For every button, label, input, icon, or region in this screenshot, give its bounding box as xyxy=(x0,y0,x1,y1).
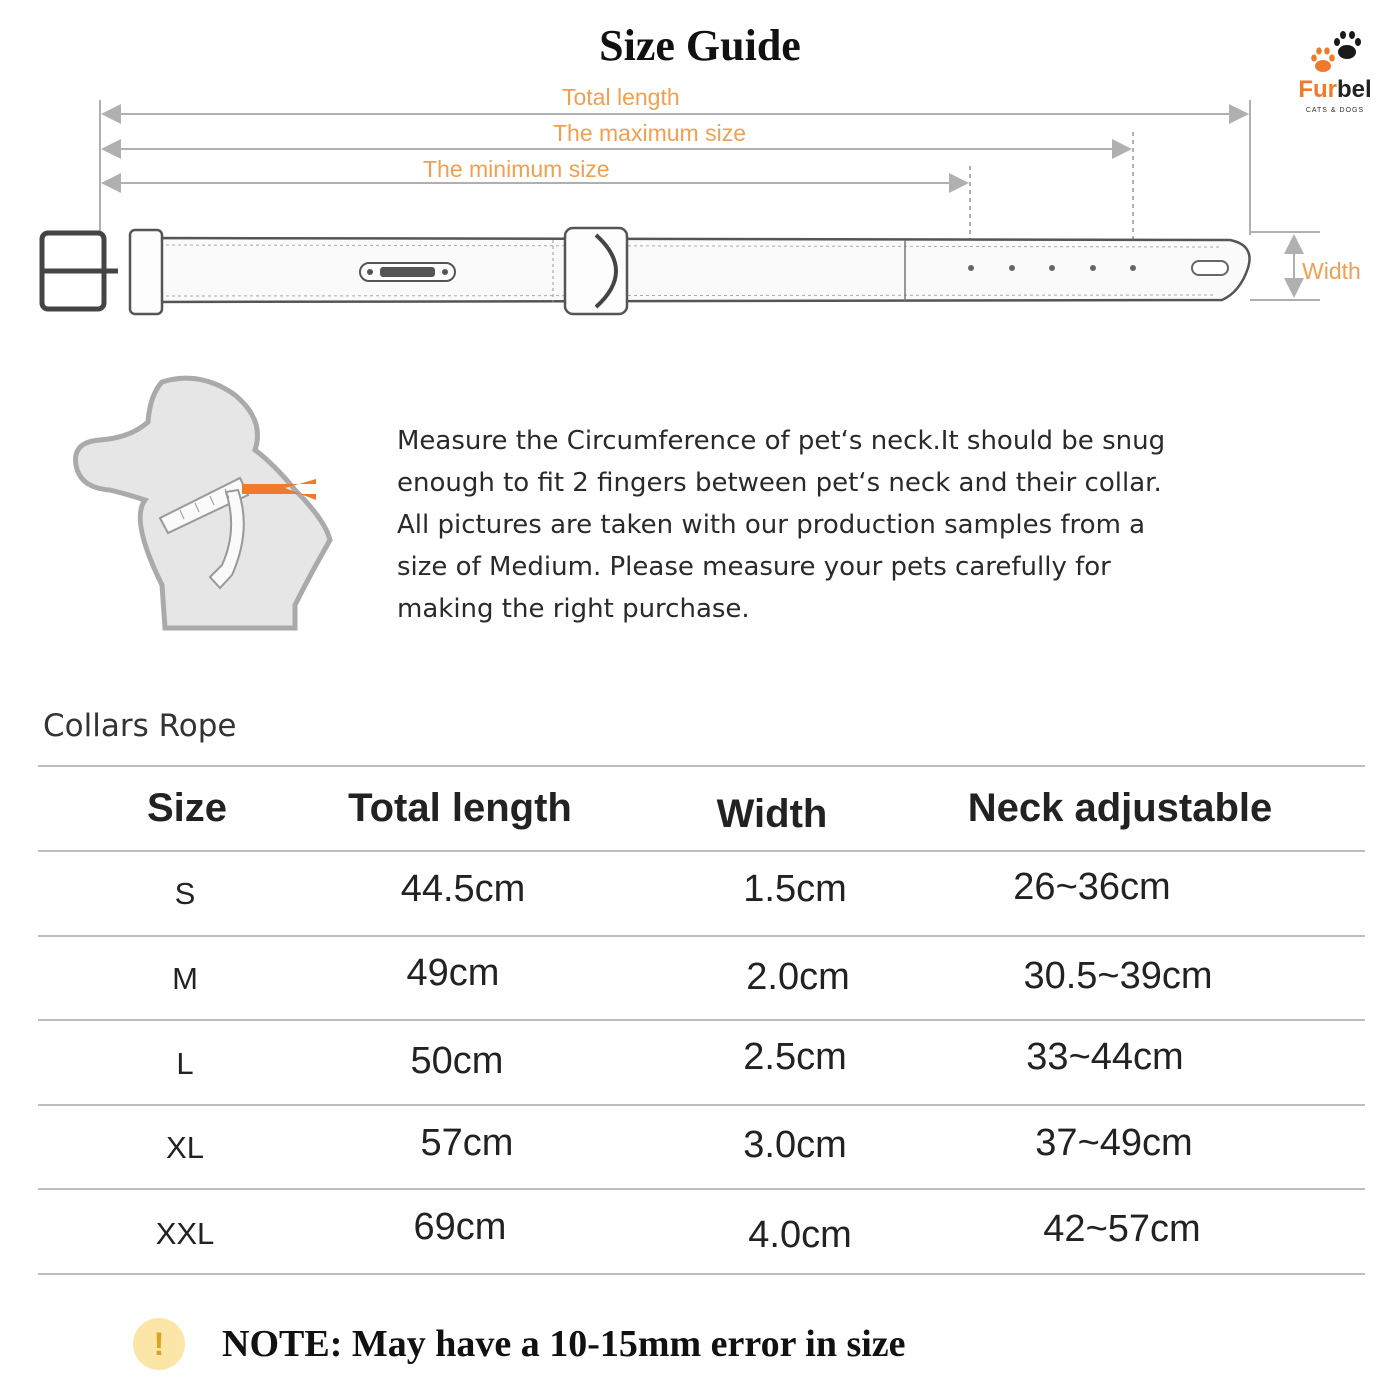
header-size: Size xyxy=(146,786,228,830)
measurement-instructions xyxy=(397,420,1337,630)
instruction-line: making the right purchase. xyxy=(397,594,750,624)
header-neck-adjustable: Neck adjustable xyxy=(967,786,1273,830)
cell-neck-adjustable: 42~57cm xyxy=(1043,1208,1201,1250)
maximum-size-label: The maximum size xyxy=(553,120,746,146)
minimum-size-label: The minimum size xyxy=(423,156,610,182)
header-total-length: Total length xyxy=(348,786,572,830)
table-divider xyxy=(38,1188,1365,1190)
page-title: Size Guide xyxy=(599,21,801,70)
instruction-line: All pictures are taken with our production samples from a xyxy=(397,510,1146,540)
table-divider xyxy=(38,1273,1365,1275)
cell-total-length: 50cm xyxy=(410,1040,504,1082)
exclamation-icon: ! xyxy=(133,1318,185,1370)
width-label: Width xyxy=(1302,258,1361,284)
cell-width: 1.5cm xyxy=(743,868,847,910)
cell-width: 2.0cm xyxy=(746,956,850,998)
instruction-line: Measure the Circumference of pet‘s neck.It should be snug xyxy=(397,426,1166,456)
cell-neck-adjustable: 26~36cm xyxy=(1013,866,1171,908)
table-title: Collars Rope xyxy=(43,708,237,744)
cell-neck-adjustable: 30.5~39cm xyxy=(1023,955,1213,997)
instruction-line: enough to fit 2 fingers between pet‘s neck and their collar. xyxy=(397,468,1162,498)
cell-width: 4.0cm xyxy=(748,1214,852,1256)
cell-total-length: 44.5cm xyxy=(400,868,526,910)
logo-text-bel: bel xyxy=(1336,76,1372,103)
cell-size: L xyxy=(176,1046,194,1081)
table-divider xyxy=(38,850,1365,852)
total-length-label: Total length xyxy=(562,84,680,110)
cell-size: XL xyxy=(166,1130,204,1165)
dog-neck-measure-illustration xyxy=(70,370,340,640)
cell-width: 2.5cm xyxy=(743,1036,847,1078)
cell-neck-adjustable: 37~49cm xyxy=(1035,1122,1193,1164)
logo-tagline: CATS & DOGS xyxy=(1305,107,1365,114)
cell-total-length: 57cm xyxy=(420,1122,514,1164)
table-divider xyxy=(38,935,1365,937)
table-divider xyxy=(38,1019,1365,1021)
table-divider xyxy=(38,1104,1365,1106)
header-width: Width xyxy=(716,792,828,836)
cell-total-length: 69cm xyxy=(413,1206,507,1248)
cell-width: 3.0cm xyxy=(743,1124,847,1166)
collar-dimension-diagram xyxy=(0,0,1400,340)
size-error-note: NOTE: May have a 10-15mm error in size xyxy=(222,1323,906,1365)
table-divider xyxy=(38,765,1365,767)
collar-illustration xyxy=(42,228,1250,314)
logo-text-fur: Fur xyxy=(1298,76,1337,103)
cell-neck-adjustable: 33~44cm xyxy=(1026,1036,1184,1078)
cell-size: S xyxy=(174,876,196,911)
cell-size: M xyxy=(172,961,198,996)
cell-total-length: 49cm xyxy=(406,952,500,994)
cell-size: XXL xyxy=(155,1216,215,1251)
instruction-line: size of Medium. Please measure your pets carefully for xyxy=(397,552,1111,582)
